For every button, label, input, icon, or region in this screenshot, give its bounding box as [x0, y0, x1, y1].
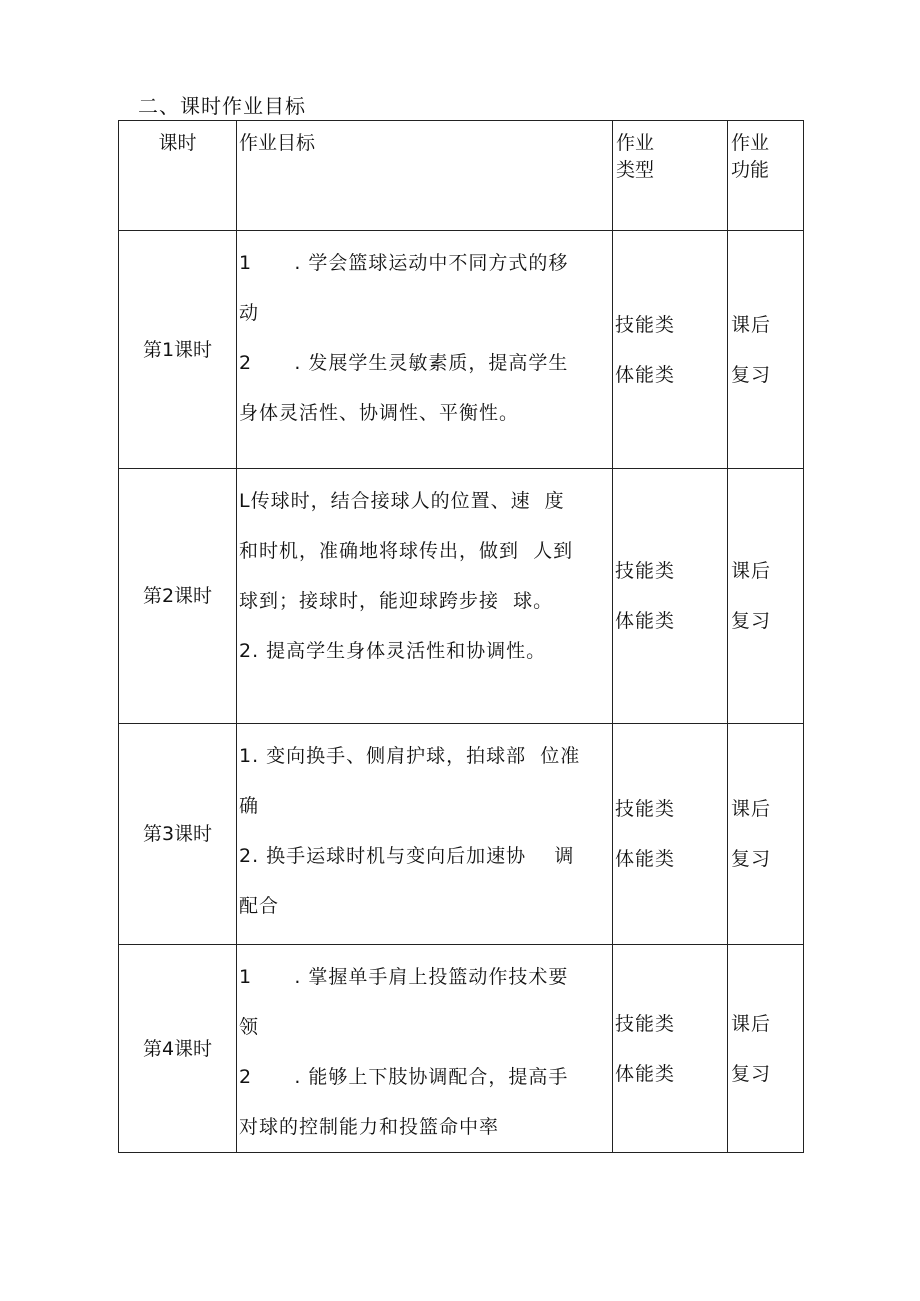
goal-line: 2. 换手运球时机与变向后加速协 调 — [239, 845, 575, 867]
header-function-line1: 作业 — [731, 132, 770, 154]
type-line: 体能类 — [615, 363, 676, 386]
function-cell — [728, 945, 804, 1153]
goal-line: 领 — [239, 1016, 260, 1038]
goal-line: 确 — [239, 795, 260, 817]
function-line: 复习 — [731, 363, 772, 386]
header-type-line1: 作业 — [616, 132, 655, 154]
goal-line: 1. 变向换手、侧肩护球，拍球部 位准 — [239, 745, 581, 767]
type-cell — [613, 945, 728, 1153]
function-cell — [728, 724, 804, 945]
function-line: 复习 — [731, 610, 772, 632]
goal-line: 身体灵活性、协调性、平衡性。 — [239, 402, 520, 424]
type-cell — [613, 724, 728, 945]
header-period-label: 课时 — [158, 132, 197, 154]
function-line: 课后 — [731, 1012, 772, 1035]
goal-line: 配合 — [239, 895, 280, 917]
table-header-row — [119, 121, 804, 231]
goal-cell — [237, 945, 613, 1153]
period-cell: 第4课时 — [119, 945, 237, 1153]
header-goal-label: 作业目标 — [239, 132, 316, 154]
goal-line: 动 — [239, 302, 260, 324]
goal-cell — [237, 231, 613, 469]
type-cell — [613, 469, 728, 724]
type-line: 技能类 — [615, 1012, 676, 1035]
header-function-line2: 功能 — [731, 159, 770, 181]
function-line: 复习 — [731, 848, 772, 870]
function-cell — [728, 231, 804, 469]
goal-line: 1 . 掌握单手肩上投篮动作技术要 — [239, 966, 569, 988]
type-line: 体能类 — [615, 1062, 676, 1085]
type-line: 体能类 — [615, 848, 676, 870]
goal-cell — [237, 469, 613, 724]
type-line: 技能类 — [615, 560, 676, 582]
header-goal — [237, 121, 613, 231]
type-line: 技能类 — [615, 313, 676, 336]
type-cell — [613, 231, 728, 469]
period-cell: 第3课时 — [119, 724, 237, 945]
table-row — [119, 469, 804, 724]
period-cell: 第2课时 — [119, 469, 237, 724]
goal-line: L传球时，结合接球人的位置、速 度 — [239, 490, 565, 512]
table-row — [119, 945, 804, 1153]
goal-cell — [237, 724, 613, 945]
header-function — [728, 121, 804, 231]
section-title: 二、课时作业目标 — [138, 94, 306, 118]
table-row — [119, 231, 804, 469]
goal-line: 2. 提高学生身体灵活性和协调性。 — [239, 640, 547, 662]
function-line: 课后 — [731, 798, 772, 820]
function-line: 课后 — [731, 313, 772, 336]
header-period — [119, 121, 237, 231]
period-cell: 第1课时 — [119, 231, 237, 469]
goal-line: 2 . 发展学生灵敏素质，提高学生 — [239, 352, 569, 374]
table-row — [119, 724, 804, 945]
goal-line: 和时机，准确地将球传出，做到 人到 — [239, 540, 574, 562]
type-line: 体能类 — [615, 610, 676, 632]
homework-goals-table — [118, 120, 804, 1153]
function-line: 复习 — [731, 1062, 772, 1085]
type-line: 技能类 — [615, 798, 676, 820]
header-type — [613, 121, 728, 231]
function-line: 课后 — [731, 560, 772, 582]
header-type-line2: 类型 — [616, 159, 655, 181]
goal-line: 2 . 能够上下肢协调配合，提高手 — [239, 1066, 569, 1088]
function-cell — [728, 469, 804, 724]
goal-line: 球到；接球时，能迎球跨步接 球。 — [239, 590, 554, 612]
goal-line: 对球的控制能力和投篮命中率 — [239, 1116, 500, 1138]
goal-line: 1 . 学会篮球运动中不同方式的移 — [239, 252, 569, 274]
